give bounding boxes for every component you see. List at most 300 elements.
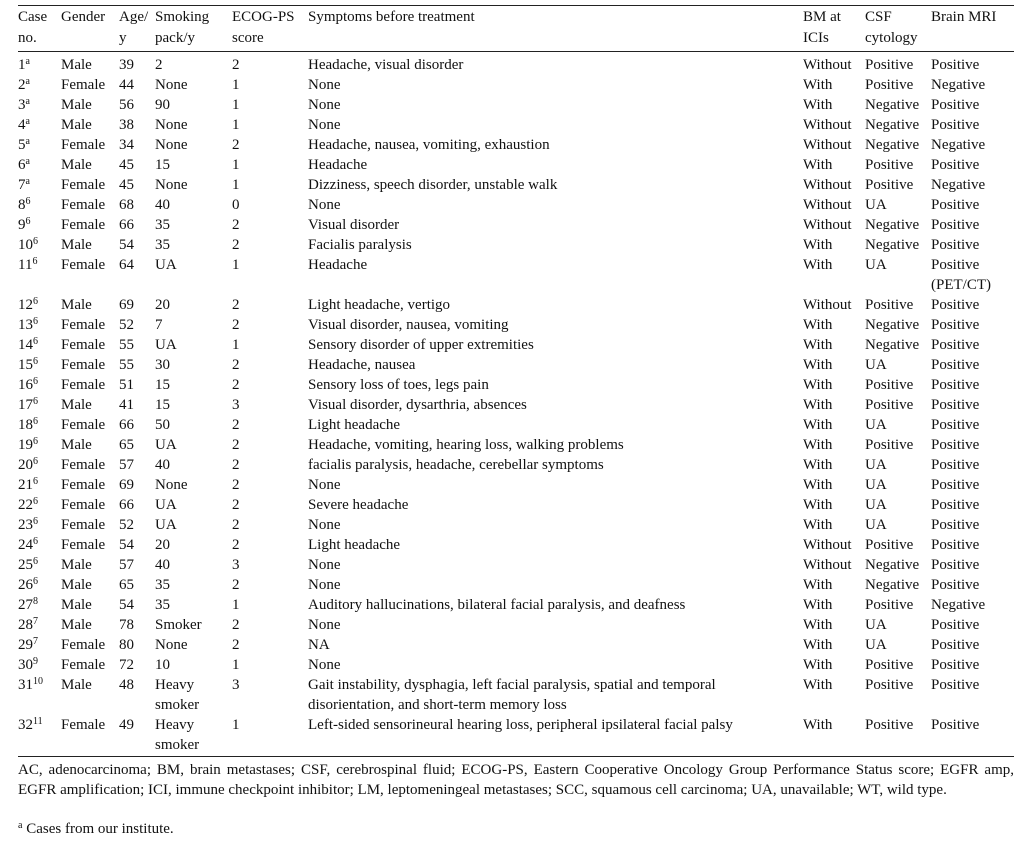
cell-csf: UA xyxy=(865,637,887,653)
cell-ecog: 2 xyxy=(232,317,240,333)
cell-case-no xyxy=(18,535,61,555)
case-number: 30 xyxy=(18,657,33,673)
cell-ecog: 1 xyxy=(232,657,240,673)
cell-case-no xyxy=(18,455,61,475)
cell-case-no xyxy=(18,595,61,615)
cell-case-no xyxy=(18,51,61,75)
cell-age: 49 xyxy=(119,717,134,733)
cell-case-no xyxy=(18,155,61,175)
cell-case-no xyxy=(18,175,61,195)
footnote-text: Cases from our institute. xyxy=(26,821,174,837)
cell-smoking: 40 xyxy=(155,457,170,473)
cell-symptoms: Headache, nausea, vomiting, exhaustion xyxy=(308,137,550,153)
cell-age: 39 xyxy=(119,57,134,73)
cell-csf: Negative xyxy=(865,97,920,113)
header-gender: Gender xyxy=(61,9,106,25)
case-number: 25 xyxy=(18,557,33,573)
cell-ecog: 2 xyxy=(232,217,240,233)
cell-case-no xyxy=(18,295,61,315)
cell-symptoms: facialis paralysis, headache, cerebellar symptoms xyxy=(308,457,604,473)
cell-gender: Male xyxy=(61,297,92,313)
case-reference: a xyxy=(25,176,30,187)
cell-age: 69 xyxy=(119,297,134,313)
table-row xyxy=(18,95,1014,115)
cell-mri: Positive xyxy=(931,437,980,453)
footnote-mark: a xyxy=(18,820,23,831)
cell-csf: Positive xyxy=(865,177,914,193)
cell-gender: Female xyxy=(61,217,106,233)
cell-bm: With xyxy=(803,597,833,613)
cell-bm: With xyxy=(803,377,833,393)
table-row xyxy=(18,235,1014,255)
cell-csf: Negative xyxy=(865,577,920,593)
cell-csf: UA xyxy=(865,357,887,373)
cell-bm: With xyxy=(803,517,833,533)
case-number: 29 xyxy=(18,637,33,653)
case-number: 2 xyxy=(18,77,26,93)
case-reference: 7 xyxy=(33,616,38,627)
cell-csf: UA xyxy=(865,197,887,213)
cell-smoking: UA xyxy=(155,497,177,513)
cell-csf: Negative xyxy=(865,237,920,253)
cell-smoking: None xyxy=(155,117,188,133)
case-number: 17 xyxy=(18,397,33,413)
header-csf: CSF cytology xyxy=(865,9,918,46)
cell-symptoms: Visual disorder xyxy=(308,217,400,233)
cell-symptoms: None xyxy=(308,557,341,573)
cell-smoking: UA xyxy=(155,517,177,533)
cell-mri: Positive xyxy=(931,617,980,633)
cell-age: 44 xyxy=(119,77,134,93)
case-number: 12 xyxy=(18,297,33,313)
footnote xyxy=(18,819,174,839)
cell-symptoms: None xyxy=(308,617,341,633)
cell-symptoms: None xyxy=(308,517,341,533)
cell-age: 65 xyxy=(119,577,134,593)
cell-smoking: UA xyxy=(155,437,177,453)
cell-bm: With xyxy=(803,77,833,93)
table-row xyxy=(18,535,1014,555)
cell-csf: Positive xyxy=(865,377,914,393)
cell-smoking: Heavy smoker xyxy=(155,717,200,753)
cell-bm: With xyxy=(803,417,833,433)
case-number: 16 xyxy=(18,377,33,393)
cell-symptoms: Headache, visual disorder xyxy=(308,57,464,73)
case-reference: 6 xyxy=(33,296,38,307)
cell-age: 65 xyxy=(119,437,134,453)
cell-mri: Positive xyxy=(931,397,980,413)
case-reference: 6 xyxy=(33,356,38,367)
cell-symptoms: None xyxy=(308,77,341,93)
cell-ecog: 2 xyxy=(232,237,240,253)
cell-gender: Female xyxy=(61,357,106,373)
cell-symptoms: Headache, nausea xyxy=(308,357,416,373)
case-reference: 6 xyxy=(33,436,38,447)
cell-symptoms: Left-sided sensorineural hearing loss, peripheral ipsilateral facial palsy xyxy=(308,717,733,733)
cell-gender: Male xyxy=(61,677,92,693)
cell-csf: UA xyxy=(865,477,887,493)
cell-bm: Without xyxy=(803,117,852,133)
case-number: 15 xyxy=(18,357,33,373)
cell-age: 52 xyxy=(119,517,134,533)
cell-ecog: 3 xyxy=(232,557,240,573)
cell-case-no xyxy=(18,475,61,495)
case-number: 19 xyxy=(18,437,33,453)
cell-gender: Male xyxy=(61,617,92,633)
cell-gender: Female xyxy=(61,137,106,153)
cell-smoking: 35 xyxy=(155,217,170,233)
table-row xyxy=(18,655,1014,675)
cell-case-no xyxy=(18,575,61,595)
cell-case-no xyxy=(18,195,61,215)
cell-mri: Positive xyxy=(931,577,980,593)
cell-csf: Positive xyxy=(865,717,914,733)
table-bottom-rule xyxy=(18,756,1014,757)
cell-gender: Female xyxy=(61,457,106,473)
cell-symptoms: None xyxy=(308,577,341,593)
cell-age: 54 xyxy=(119,237,134,253)
cell-ecog: 2 xyxy=(232,497,240,513)
patient-table xyxy=(18,6,1014,755)
case-number: 6 xyxy=(18,157,26,173)
cell-symptoms: Light headache xyxy=(308,417,401,433)
case-reference: 6 xyxy=(33,576,38,587)
cell-age: 38 xyxy=(119,117,134,133)
case-number: 11 xyxy=(18,257,33,273)
cell-csf: Positive xyxy=(865,437,914,453)
table-body xyxy=(18,51,1014,755)
cell-gender: Male xyxy=(61,97,92,113)
cell-smoking: 40 xyxy=(155,557,170,573)
cell-mri: Positive xyxy=(931,157,980,173)
cell-csf: UA xyxy=(865,417,887,433)
case-reference: 6 xyxy=(33,556,38,567)
cell-csf: Negative xyxy=(865,137,920,153)
cell-csf: Positive xyxy=(865,657,914,673)
case-reference: 6 xyxy=(25,216,31,227)
cell-age: 54 xyxy=(119,597,134,613)
case-number: 13 xyxy=(18,317,33,333)
cell-case-no xyxy=(18,395,61,415)
cell-smoking: 35 xyxy=(155,597,170,613)
case-reference: a xyxy=(25,76,30,87)
case-number: 22 xyxy=(18,497,33,513)
cell-gender: Female xyxy=(61,177,106,193)
header-age: Age/ y xyxy=(119,9,149,46)
case-reference: a xyxy=(25,116,30,127)
cell-symptoms: None xyxy=(308,117,341,133)
cell-smoking: 20 xyxy=(155,297,170,313)
cell-smoking: None xyxy=(155,177,188,193)
case-number: 14 xyxy=(18,337,33,353)
cell-ecog: 2 xyxy=(232,357,240,373)
header-bm: BM at ICIs xyxy=(803,9,841,46)
cell-csf: UA xyxy=(865,497,887,513)
cell-age: 66 xyxy=(119,217,134,233)
cell-bm: With xyxy=(803,357,833,373)
cell-csf: Positive xyxy=(865,537,914,553)
cell-case-no xyxy=(18,115,61,135)
cell-mri: Positive xyxy=(931,717,980,733)
case-number: 8 xyxy=(18,197,26,213)
cell-ecog: 2 xyxy=(232,457,240,473)
cell-case-no xyxy=(18,315,61,335)
cell-mri: Positive (PET/CT) xyxy=(931,257,991,293)
cell-symptoms: Visual disorder, nausea, vomiting xyxy=(308,317,509,333)
cell-smoking: Heavy smoker xyxy=(155,677,200,713)
cell-gender: Female xyxy=(61,477,106,493)
cell-case-no xyxy=(18,235,61,255)
cell-smoking: None xyxy=(155,137,188,153)
cell-ecog: 1 xyxy=(232,257,240,273)
cell-mri: Positive xyxy=(931,197,980,213)
cell-mri: Positive xyxy=(931,217,980,233)
cell-bm: Without xyxy=(803,297,852,313)
cell-mri: Negative xyxy=(931,597,986,613)
case-number: 32 xyxy=(18,717,33,733)
cell-bm: With xyxy=(803,97,833,113)
cell-age: 55 xyxy=(119,357,134,373)
cell-gender: Female xyxy=(61,417,106,433)
case-number: 5 xyxy=(18,137,26,153)
table-row xyxy=(18,335,1014,355)
case-reference: a xyxy=(25,96,30,107)
table-row xyxy=(18,75,1014,95)
cell-mri: Positive xyxy=(931,557,980,573)
table-row xyxy=(18,315,1014,335)
cell-symptoms: Auditory hallucinations, bilateral facial paralysis, and deafness xyxy=(308,597,686,613)
cell-age: 68 xyxy=(119,197,134,213)
cell-ecog: 1 xyxy=(232,117,240,133)
table-row xyxy=(18,215,1014,235)
case-number: 10 xyxy=(18,237,33,253)
table-row xyxy=(18,155,1014,175)
cell-smoking: None xyxy=(155,77,188,93)
cell-gender: Female xyxy=(61,77,106,93)
cell-age: 64 xyxy=(119,257,134,273)
table-row xyxy=(18,115,1014,135)
cell-mri: Positive xyxy=(931,97,980,113)
cell-gender: Female xyxy=(61,637,106,653)
cell-age: 45 xyxy=(119,157,134,173)
cell-age: 34 xyxy=(119,137,134,153)
cell-ecog: 2 xyxy=(232,137,240,153)
cell-age: 55 xyxy=(119,337,134,353)
table-row xyxy=(18,455,1014,475)
cell-bm: Without xyxy=(803,537,852,553)
cell-symptoms: NA xyxy=(308,637,330,653)
cell-ecog: 2 xyxy=(232,577,240,593)
table-row xyxy=(18,675,1014,715)
table-row xyxy=(18,635,1014,655)
cell-symptoms: Severe headache xyxy=(308,497,409,513)
cell-gender: Female xyxy=(61,497,106,513)
cell-ecog: 1 xyxy=(232,97,240,113)
cell-bm: With xyxy=(803,677,833,693)
cell-ecog: 2 xyxy=(232,517,240,533)
case-reference: a xyxy=(25,56,30,67)
abbreviations-note: AC, adenocarcinoma; BM, brain metastases; CSF, cerebrospinal fluid; ECOG-PS, Eastern Cooperative Oncology Group Performance Status score; EGFR amp, EGFR amplification; ICI, immune checkpoint inhibitor; LM, leptomeningeal metastases; SCC, squamous cell carcinoma; UA, unavailable; WT, wild type. xyxy=(18,762,1014,798)
cell-age: 41 xyxy=(119,397,134,413)
cell-ecog: 2 xyxy=(232,477,240,493)
case-reference: 6 xyxy=(33,236,38,247)
cell-csf: Positive xyxy=(865,57,914,73)
case-number: 23 xyxy=(18,517,33,533)
table-row xyxy=(18,715,1014,755)
cell-age: 69 xyxy=(119,477,134,493)
cell-mri: Positive xyxy=(931,637,980,653)
cell-csf: Negative xyxy=(865,557,920,573)
cell-bm: Without xyxy=(803,177,852,193)
case-reference: 6 xyxy=(25,196,31,207)
cell-ecog: 3 xyxy=(232,677,240,693)
cell-bm: Without xyxy=(803,557,852,573)
case-number: 24 xyxy=(18,537,33,553)
cell-csf: Positive xyxy=(865,597,914,613)
table-row xyxy=(18,395,1014,415)
header-smoking: Smoking pack/y xyxy=(155,9,210,46)
cell-gender: Female xyxy=(61,717,106,733)
cell-case-no xyxy=(18,355,61,375)
cell-gender: Female xyxy=(61,377,106,393)
cell-bm: With xyxy=(803,657,833,673)
cell-mri: Negative xyxy=(931,177,986,193)
case-reference: 8 xyxy=(33,596,38,607)
cell-csf: Negative xyxy=(865,337,920,353)
cell-bm: Without xyxy=(803,137,852,153)
header-row xyxy=(18,6,1014,51)
cell-gender: Female xyxy=(61,257,106,273)
cell-bm: With xyxy=(803,577,833,593)
cell-gender: Female xyxy=(61,537,106,553)
case-reference: 7 xyxy=(33,636,38,647)
table-row xyxy=(18,375,1014,395)
cell-bm: Without xyxy=(803,57,852,73)
cell-age: 56 xyxy=(119,97,134,113)
cell-case-no xyxy=(18,655,61,675)
cell-ecog: 2 xyxy=(232,417,240,433)
cell-symptoms: Light headache xyxy=(308,537,401,553)
cell-gender: Female xyxy=(61,657,106,673)
cell-gender: Male xyxy=(61,117,92,133)
case-reference: 6 xyxy=(33,396,38,407)
cell-smoking: 15 xyxy=(155,157,170,173)
case-reference: 6 xyxy=(33,416,38,427)
cell-symptoms: Gait instability, dysphagia, left facial paralysis, spatial and temporal disorientation, and short-term memory loss xyxy=(308,677,716,713)
cell-ecog: 1 xyxy=(232,717,240,733)
cell-mri: Positive xyxy=(931,417,980,433)
cell-age: 57 xyxy=(119,457,134,473)
cell-bm: With xyxy=(803,717,833,733)
case-number: 1 xyxy=(18,57,26,73)
case-number: 21 xyxy=(18,477,33,493)
case-reference: a xyxy=(25,156,30,167)
cell-smoking: None xyxy=(155,637,188,653)
cell-bm: With xyxy=(803,337,833,353)
cell-symptoms: Light headache, vertigo xyxy=(308,297,451,313)
cell-csf: Positive xyxy=(865,397,914,413)
cell-gender: Male xyxy=(61,557,92,573)
cell-symptoms: Sensory disorder of upper extremities xyxy=(308,337,534,353)
table-row xyxy=(18,495,1014,515)
cell-mri: Positive xyxy=(931,657,980,673)
cell-mri: Positive xyxy=(931,317,980,333)
cell-bm: Without xyxy=(803,217,852,233)
cell-symptoms: Dizziness, speech disorder, unstable walk xyxy=(308,177,558,193)
cell-age: 48 xyxy=(119,677,134,693)
case-reference: a xyxy=(25,136,30,147)
header-ecog: ECOG-PS score xyxy=(232,9,295,46)
cell-smoking: Smoker xyxy=(155,617,202,633)
case-number: 4 xyxy=(18,117,26,133)
cell-case-no xyxy=(18,75,61,95)
case-reference: 9 xyxy=(33,656,38,667)
cell-mri: Positive xyxy=(931,57,980,73)
cell-case-no xyxy=(18,615,61,635)
cell-ecog: 3 xyxy=(232,397,240,413)
cell-mri: Positive xyxy=(931,497,980,513)
cell-bm: With xyxy=(803,397,833,413)
cell-age: 45 xyxy=(119,177,134,193)
cell-csf: Positive xyxy=(865,297,914,313)
cell-ecog: 1 xyxy=(232,157,240,173)
cell-symptoms: Headache, vomiting, hearing loss, walking problems xyxy=(308,437,624,453)
cell-mri: Positive xyxy=(931,537,980,553)
cell-mri: Positive xyxy=(931,457,980,473)
cell-csf: Positive xyxy=(865,677,914,693)
cell-smoking: 35 xyxy=(155,577,170,593)
cell-bm: With xyxy=(803,437,833,453)
header-case: Case no. xyxy=(18,9,48,46)
cell-case-no xyxy=(18,675,61,715)
cell-mri: Negative xyxy=(931,77,986,93)
case-number: 7 xyxy=(18,177,26,193)
cell-bm: With xyxy=(803,497,833,513)
cell-ecog: 2 xyxy=(232,377,240,393)
cell-age: 51 xyxy=(119,377,134,393)
cell-case-no xyxy=(18,435,61,455)
cell-ecog: 2 xyxy=(232,437,240,453)
cell-age: 80 xyxy=(119,637,134,653)
case-reference: 6 xyxy=(33,516,38,527)
cell-symptoms: Visual disorder, dysarthria, absences xyxy=(308,397,527,413)
cell-csf: UA xyxy=(865,457,887,473)
cell-mri: Positive xyxy=(931,677,980,693)
cell-smoking: 2 xyxy=(155,57,163,73)
cell-case-no xyxy=(18,415,61,435)
cell-symptoms: Headache xyxy=(308,257,368,273)
cell-symptoms: Facialis paralysis xyxy=(308,237,412,253)
table-row xyxy=(18,135,1014,155)
case-reference: 6 xyxy=(33,376,38,387)
cell-smoking: 30 xyxy=(155,357,170,373)
cell-mri: Positive xyxy=(931,297,980,313)
case-number: 18 xyxy=(18,417,33,433)
cell-bm: With xyxy=(803,317,833,333)
cell-mri: Positive xyxy=(931,237,980,253)
cell-gender: Female xyxy=(61,337,106,353)
cell-bm: With xyxy=(803,477,833,493)
cell-age: 78 xyxy=(119,617,134,633)
cell-ecog: 0 xyxy=(232,197,240,213)
cell-csf: Negative xyxy=(865,117,920,133)
cell-symptoms: None xyxy=(308,477,341,493)
case-number: 26 xyxy=(18,577,33,593)
cell-gender: Female xyxy=(61,317,106,333)
table-row xyxy=(18,255,1014,295)
table-row xyxy=(18,355,1014,375)
cell-symptoms: Headache xyxy=(308,157,368,173)
